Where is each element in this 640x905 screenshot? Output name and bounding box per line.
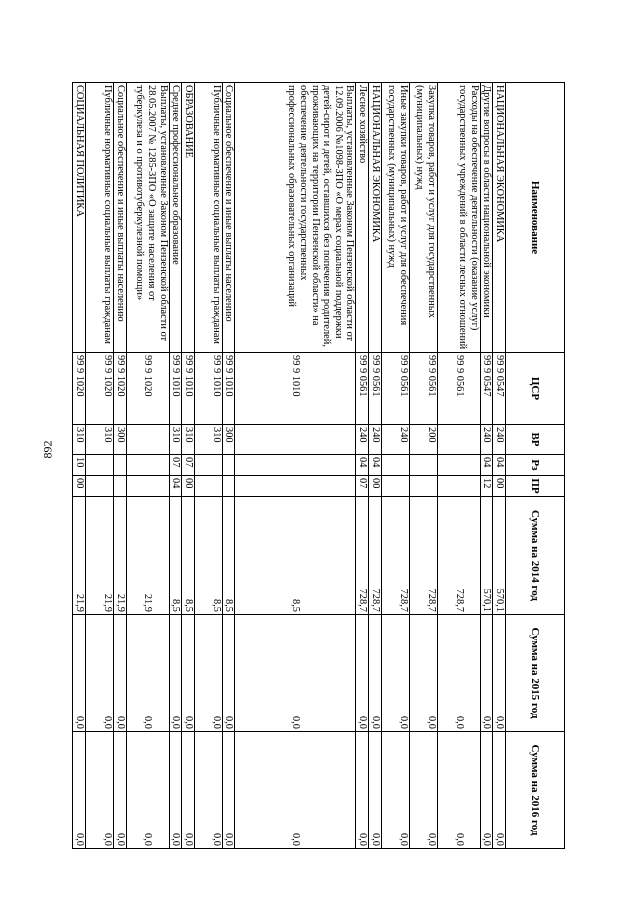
cell-y2014: 21,9 [126, 497, 169, 615]
cell-y2014: 8,5 [194, 497, 222, 615]
cell-pr [437, 476, 480, 497]
table-body [73, 83, 506, 849]
cell-rz [222, 455, 235, 476]
cell-y2015: 0,0 [356, 615, 369, 732]
cell-name: Иные закупки товаров, работ и услуг для обеспечения государственных (муниципальных) нужд [381, 83, 409, 353]
cell-csr: 99 9 1020 [126, 353, 169, 425]
cell-name: Закупка товаров, работ и услуг для государственных (муниципальных) нужд [409, 83, 437, 353]
cell-pr: 00 [182, 476, 195, 497]
table-row [182, 83, 195, 849]
cell-y2016: 0,0 [113, 732, 126, 849]
cell-csr: 99 9 0561 [356, 353, 369, 425]
cell-y2016: 0,0 [493, 732, 506, 849]
cell-y2016: 0,0 [409, 732, 437, 849]
cell-vr: 240 [369, 425, 382, 455]
cell-csr: 99 9 0547 [480, 353, 493, 425]
table-row [369, 83, 382, 849]
cell-pr [409, 476, 437, 497]
cell-y2014: 728,7 [437, 497, 480, 615]
cell-y2014: 21,9 [113, 497, 126, 615]
page-number: 892 [40, 440, 55, 459]
cell-csr: 99 9 1010 [222, 353, 235, 425]
header-2014: Сумма на 2014 год [506, 497, 565, 615]
cell-vr [437, 425, 480, 455]
cell-vr: 310 [169, 425, 182, 455]
cell-y2014: 8,5 [235, 497, 356, 615]
cell-name: Публичные нормативные социальные выплаты гражданам [194, 83, 222, 353]
cell-rz: 04 [356, 455, 369, 476]
cell-csr: 99 9 1020 [73, 353, 86, 425]
table-row [169, 83, 182, 849]
cell-rz: 07 [169, 455, 182, 476]
header-name: Наименование [506, 83, 565, 353]
cell-y2016: 0,0 [169, 732, 182, 849]
cell-rz [85, 455, 113, 476]
cell-csr: 99 9 0561 [437, 353, 480, 425]
cell-name: Лесное хозяйство [356, 83, 369, 353]
cell-csr: 99 9 1020 [85, 353, 113, 425]
cell-pr [113, 476, 126, 497]
cell-rz [437, 455, 480, 476]
table-row [222, 83, 235, 849]
cell-name: НАЦИОНАЛЬНАЯ ЭКОНОМИКА [369, 83, 382, 353]
cell-vr: 300 [222, 425, 235, 455]
cell-y2016: 0,0 [369, 732, 382, 849]
cell-y2015: 0,0 [437, 615, 480, 732]
cell-rz: 10 [73, 455, 86, 476]
cell-y2014: 8,5 [222, 497, 235, 615]
header-2016: Сумма на 2016 год [506, 732, 565, 849]
cell-name: Социальное обеспечение и иные выплаты населению [113, 83, 126, 353]
cell-pr: 04 [169, 476, 182, 497]
cell-y2014: 8,5 [169, 497, 182, 615]
cell-csr: 99 9 0561 [409, 353, 437, 425]
rotated-table-container [73, 82, 565, 848]
cell-pr: 12 [480, 476, 493, 497]
cell-rz: 04 [480, 455, 493, 476]
cell-y2015: 0,0 [381, 615, 409, 732]
table-row [480, 83, 493, 849]
cell-vr: 240 [493, 425, 506, 455]
cell-name: ОБРАЗОВАНИЕ [182, 83, 195, 353]
cell-name: Среднее профессиональное образование [169, 83, 182, 353]
cell-vr: 310 [182, 425, 195, 455]
cell-y2016: 0,0 [222, 732, 235, 849]
cell-vr: 300 [113, 425, 126, 455]
cell-name: Публичные нормативные социальные выплаты гражданам [85, 83, 113, 353]
cell-y2015: 0,0 [493, 615, 506, 732]
header-rz: Рз [506, 455, 565, 476]
cell-y2014: 8,5 [182, 497, 195, 615]
cell-rz: 07 [182, 455, 195, 476]
cell-pr [222, 476, 235, 497]
cell-y2016: 0,0 [437, 732, 480, 849]
cell-y2015: 0,0 [85, 615, 113, 732]
cell-y2014: 570,1 [480, 497, 493, 615]
cell-y2014: 570,1 [493, 497, 506, 615]
cell-y2015: 0,0 [409, 615, 437, 732]
header-2015: Сумма на 2015 год [506, 615, 565, 732]
cell-vr: 240 [356, 425, 369, 455]
cell-y2016: 0,0 [73, 732, 86, 849]
cell-y2015: 0,0 [235, 615, 356, 732]
cell-y2016: 0,0 [126, 732, 169, 849]
cell-y2014: 21,9 [85, 497, 113, 615]
cell-pr [235, 476, 356, 497]
cell-csr: 99 9 0561 [369, 353, 382, 425]
cell-y2015: 0,0 [73, 615, 86, 732]
table-row [381, 83, 409, 849]
cell-name: СОЦИАЛЬНАЯ ПОЛИТИКА [73, 83, 86, 353]
cell-name: Другие вопросы в области национальной экономики [480, 83, 493, 353]
budget-table [72, 82, 565, 849]
cell-rz: 04 [493, 455, 506, 476]
table-row [85, 83, 113, 849]
cell-vr: 240 [480, 425, 493, 455]
cell-rz [194, 455, 222, 476]
cell-y2015: 0,0 [113, 615, 126, 732]
cell-rz [126, 455, 169, 476]
table-row [113, 83, 126, 849]
cell-y2014: 728,7 [356, 497, 369, 615]
cell-y2016: 0,0 [182, 732, 195, 849]
cell-y2014: 728,7 [369, 497, 382, 615]
cell-rz [113, 455, 126, 476]
cell-y2016: 0,0 [194, 732, 222, 849]
cell-y2014: 21,9 [73, 497, 86, 615]
cell-y2015: 0,0 [169, 615, 182, 732]
cell-name: НАЦИОНАЛЬНАЯ ЭКОНОМИКА [493, 83, 506, 353]
table-row [409, 83, 437, 849]
cell-pr: 00 [369, 476, 382, 497]
cell-csr: 99 9 1010 [194, 353, 222, 425]
table-row [235, 83, 356, 849]
cell-pr [194, 476, 222, 497]
cell-pr [126, 476, 169, 497]
table-row [356, 83, 369, 849]
cell-csr: 99 9 1010 [235, 353, 356, 425]
header-vr: ВР [506, 425, 565, 455]
table-row [126, 83, 169, 849]
cell-name: Выплаты, установленные Законом Пензенской области от 12.09.2006 №1098-ЗПО «О мерах социальной поддержки детей-сирот и детей, оставшихся без попечения родителей, проживающих на территории Пензенской области» на обеспечение деятельности государственных профессиональных образовательных организаций [235, 83, 356, 353]
cell-csr: 99 9 0561 [381, 353, 409, 425]
cell-pr: 07 [356, 476, 369, 497]
cell-csr: 99 9 1010 [169, 353, 182, 425]
cell-y2016: 0,0 [85, 732, 113, 849]
cell-pr: 00 [493, 476, 506, 497]
cell-pr [85, 476, 113, 497]
cell-vr [235, 425, 356, 455]
cell-y2016: 0,0 [235, 732, 356, 849]
cell-vr: 240 [381, 425, 409, 455]
cell-rz [409, 455, 437, 476]
cell-y2016: 0,0 [480, 732, 493, 849]
cell-rz [381, 455, 409, 476]
cell-vr: 200 [409, 425, 437, 455]
header-row [506, 83, 565, 849]
cell-vr: 310 [73, 425, 86, 455]
cell-y2015: 0,0 [369, 615, 382, 732]
cell-rz [235, 455, 356, 476]
cell-csr: 99 9 0547 [493, 353, 506, 425]
table-row [437, 83, 480, 849]
cell-pr: 00 [73, 476, 86, 497]
cell-name: Выплаты, установленные Законом Пензенской области от 28.05.2007 № 1285-ЗПО «О защите населения от туберкулеза и о противотуберкулезной помощи» [126, 83, 169, 353]
cell-vr: 310 [85, 425, 113, 455]
cell-y2015: 0,0 [480, 615, 493, 732]
table-row [73, 83, 86, 849]
cell-csr: 99 9 1010 [182, 353, 195, 425]
cell-vr [126, 425, 169, 455]
cell-name: Расходы на обеспечение деятельности (оказание услуг) государственных учреждений в области лесных отношений [437, 83, 480, 353]
header-csr: ЦСР [506, 353, 565, 425]
cell-vr: 310 [194, 425, 222, 455]
cell-y2014: 728,7 [381, 497, 409, 615]
cell-rz: 04 [369, 455, 382, 476]
cell-y2015: 0,0 [126, 615, 169, 732]
table-row [493, 83, 506, 849]
cell-name: Социальное обеспечение и иные выплаты населению [222, 83, 235, 353]
cell-y2016: 0,0 [356, 732, 369, 849]
cell-y2015: 0,0 [222, 615, 235, 732]
cell-y2014: 728,7 [409, 497, 437, 615]
header-pr: ПР [506, 476, 565, 497]
cell-pr [381, 476, 409, 497]
table-row [194, 83, 222, 849]
cell-csr: 99 9 1020 [113, 353, 126, 425]
cell-y2016: 0,0 [381, 732, 409, 849]
cell-y2015: 0,0 [194, 615, 222, 732]
cell-y2015: 0,0 [182, 615, 195, 732]
